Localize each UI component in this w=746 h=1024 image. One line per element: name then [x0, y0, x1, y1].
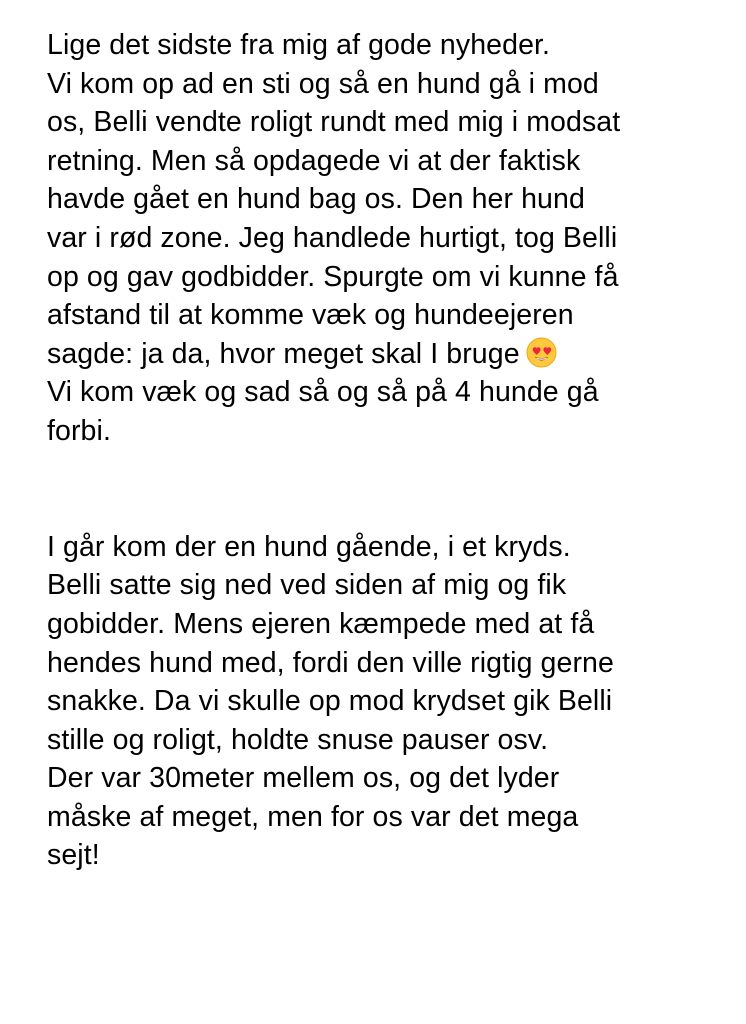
note-body[interactable] [47, 26, 737, 875]
text-line: Vi kom op ad en sti og så en hund gå i mod [47, 67, 599, 100]
text-line: var i rød zone. Jeg handlede hurtigt, tog Belli [47, 221, 618, 254]
text-line: havde gået en hund bag os. Den her hund [47, 183, 585, 216]
text-line-with-emoji [47, 335, 737, 374]
text-line: sagde: ja da, hvor meget skal I bruge [47, 337, 520, 370]
paragraph-1 [47, 26, 737, 451]
text-line: op og gav godbidder. Spurgte om vi kunne få [47, 260, 619, 293]
paragraph-spacer [47, 451, 737, 528]
text-line: forbi. [47, 414, 111, 447]
text-line: snakke. Da vi skulle op mod krydset gik Belli [47, 685, 613, 718]
text-line: retning. Men så opdagede vi at der faktisk [47, 144, 581, 177]
text-line: måske af meget, men for os var det mega [47, 800, 579, 833]
text-line: afstand til at komme væk og hundeejeren [47, 299, 574, 332]
text-line: Vi kom væk og sad så og så på 4 hunde gå [47, 376, 599, 409]
text-line: I går kom der en hund gående, i et kryds. [47, 530, 571, 563]
text-line: stille og roligt, holdte snuse pauser osv. [47, 723, 549, 756]
text-line: hendes hund med, fordi den ville rigtig gerne [47, 646, 614, 679]
text-line: os, Belli vendte roligt rundt med mig i modsat [47, 106, 621, 139]
heart-eyes-emoji-icon [526, 337, 557, 368]
text-line: Belli satte sig ned ved siden af mig og fik [47, 569, 567, 602]
text-line: Lige det sidste fra mig af gode nyheder. [47, 29, 551, 61]
text-line: sejt! [47, 839, 100, 872]
text-line: gobidder. Mens ejeren kæmpede med at få [47, 607, 595, 640]
paragraph-2 [47, 528, 737, 875]
text-line: Der var 30meter mellem os, og det lyder [47, 762, 560, 795]
